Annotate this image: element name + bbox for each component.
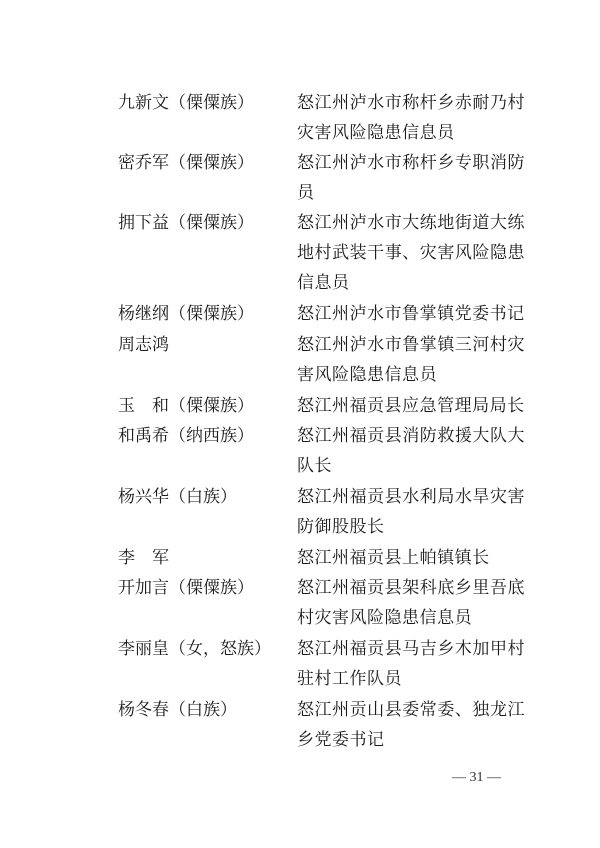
- person-title: 怒江州泸水市称杆乡专职消防员: [297, 153, 525, 203]
- person-name: 李 军: [118, 548, 169, 568]
- person-title: 怒江州福贡县应急管理局局长: [297, 396, 525, 416]
- person-name: 拥下益（傈僳族）: [118, 213, 254, 233]
- person-name: 周志鸿: [118, 335, 169, 355]
- person-name: 玉 和（傈僳族）: [118, 396, 254, 416]
- person-title: 怒江州泸水市大练地街道大练地村武装干事、灾害风险隐患信息员: [297, 213, 525, 293]
- person-title: 怒江州泸水市鲁掌镇三河村灾害风险隐患信息员: [297, 335, 525, 385]
- person-name: 九新文（傈僳族）: [118, 93, 254, 113]
- person-name: 开加言（傈僳族）: [118, 578, 254, 598]
- person-title: 怒江州泸水市称杆乡赤耐乃村灾害风险隐患信息员: [297, 93, 525, 143]
- person-title: 怒江州福贡县消防救援大队大队长: [297, 426, 525, 476]
- person-name: 杨冬春（白族）: [118, 700, 237, 720]
- page-number: — 31 —: [452, 770, 501, 785]
- person-title: 怒江州福贡县架科底乡里吾底村灾害风险隐患信息员: [297, 578, 525, 628]
- person-name: 李丽皇（女，怒族）: [118, 639, 271, 659]
- person-name: 和禹希（纳西族）: [118, 426, 254, 446]
- person-title: 怒江州福贡县水利局水旱灾害防御股股长: [297, 487, 525, 537]
- person-title: 怒江州泸水市鲁掌镇党委书记: [297, 304, 525, 324]
- person-name: 杨继纲（傈僳族）: [118, 304, 254, 324]
- person-title: 怒江州福贡县上帕镇镇长: [297, 548, 490, 568]
- person-title: 怒江州贡山县委常委、独龙江乡党委书记: [297, 700, 525, 750]
- person-name: 杨兴华（白族）: [118, 487, 237, 507]
- person-name: 密乔军（傈僳族）: [118, 153, 254, 173]
- person-title: 怒江州福贡县马吉乡木加甲村驻村工作队员: [297, 639, 525, 689]
